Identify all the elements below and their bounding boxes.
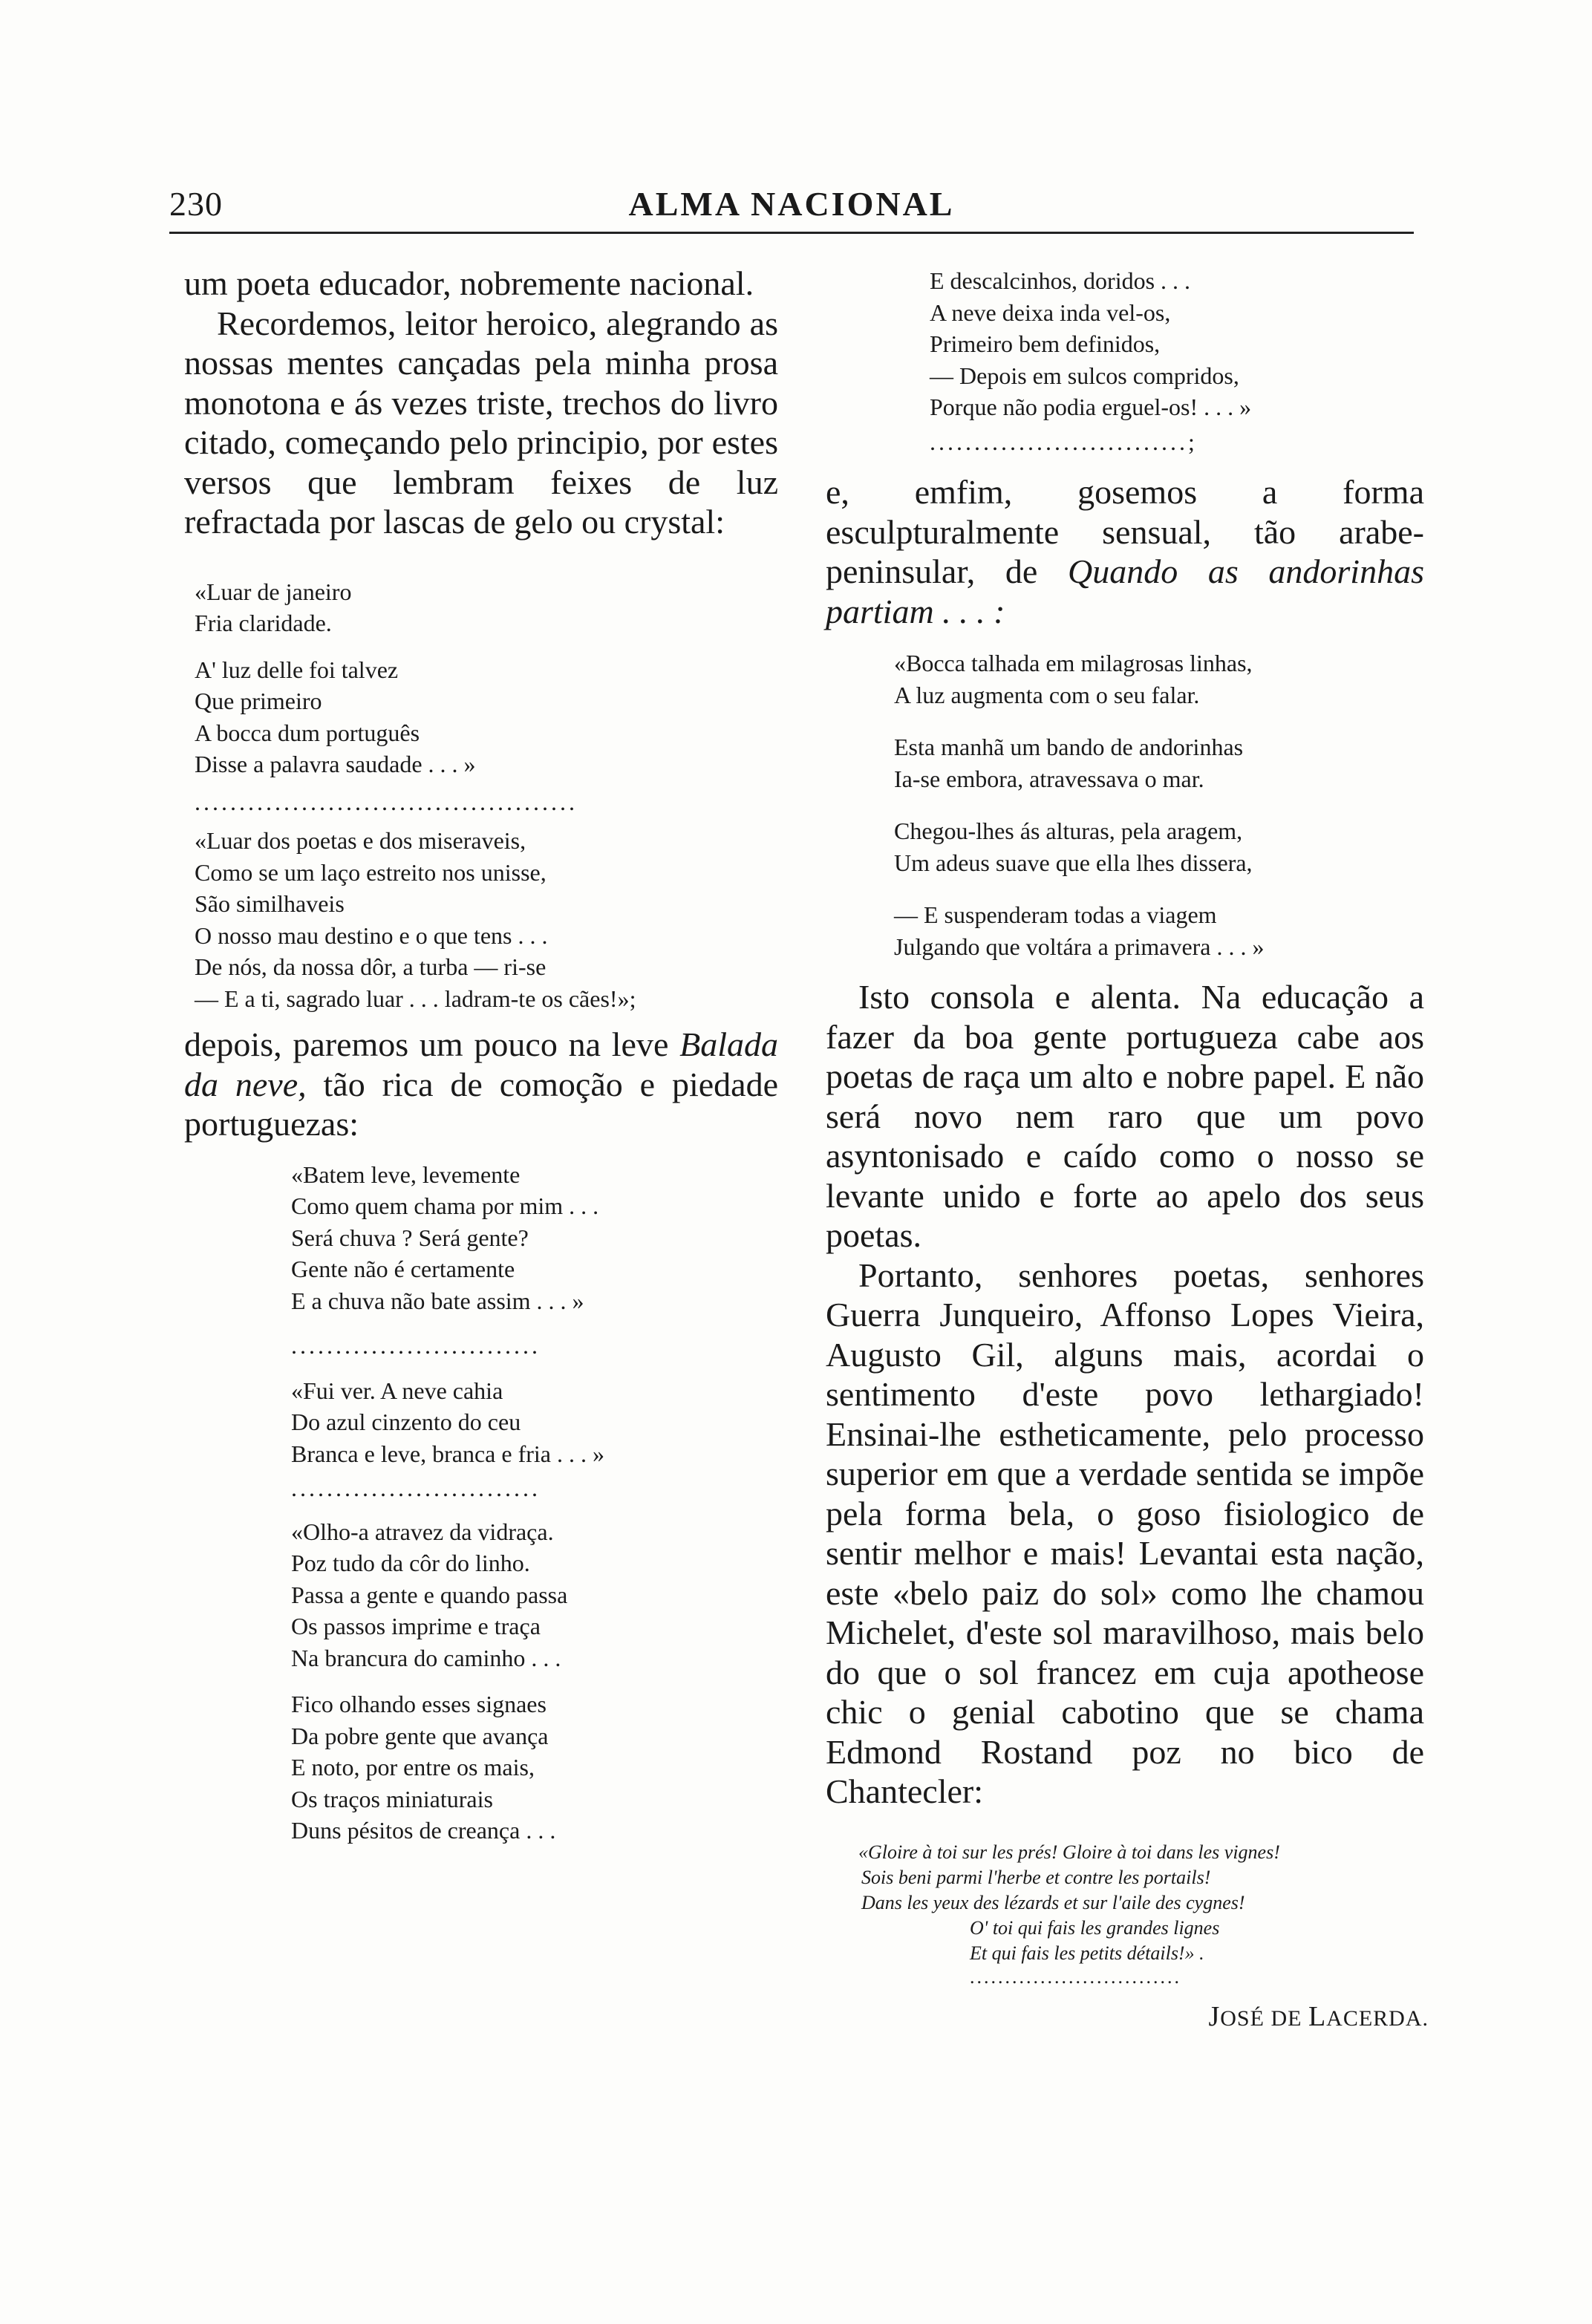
verse-line: Os traços miniaturais — [291, 1785, 493, 1812]
verse-line: — E suspenderam todas a viagem — [894, 901, 1217, 928]
verse-line: «Fui ver. A neve cahia — [291, 1377, 503, 1404]
verse-line: Sois beni parmi l'herbe et contre les portails! — [861, 1866, 1211, 1888]
poem-excerpt — [195, 576, 778, 1015]
paragraph: Recordemos, leitor heroico, alegrando as nossas mentes cançadas pela minha prosa monotona e ás vezes triste, trechos do livro citado, começando pelo principio, por estes versos que lembram feixes de luz refractada por lascas de gelo ou crystal: — [184, 304, 778, 541]
verse-line: Fico olhando esses signaes — [291, 1691, 547, 1717]
verse-line: Porque não podia erguel-os! . . . » — [930, 394, 1252, 420]
verse-line: Duns pésitos de creança . . . — [291, 1817, 556, 1844]
verse-line: O' toi qui fais les grandes lignes — [970, 1916, 1220, 1939]
verse-line: Na brancura do caminho . . . — [291, 1644, 561, 1671]
verse-line: «Luar dos poetas e dos miseraveis, — [195, 827, 526, 854]
verse-line: A luz augmenta com o seu falar. — [894, 681, 1200, 708]
stanza — [291, 1516, 778, 1674]
stanza — [894, 731, 1424, 794]
verse-line: — E a ti, sagrado luar . . . ladram-te os cães!»; — [195, 985, 636, 1012]
verse-line: Gente não é certamente — [291, 1256, 515, 1282]
verse-line: Fria claridade. — [195, 610, 332, 636]
verse-line: Chegou-lhes ás alturas, pela aragem, — [894, 817, 1243, 844]
paragraph-text: depois, paremos um pouco na leve — [184, 1025, 680, 1063]
paragraph — [826, 472, 1424, 631]
ellipsis-rule: .............................; — [930, 428, 1198, 455]
signature-initial: J — [1208, 2000, 1221, 2032]
paragraph — [184, 1025, 778, 1144]
poem-excerpt — [894, 647, 1424, 962]
verse-line: Disse a palavra saudade . . . » — [195, 751, 476, 777]
stanza — [291, 1375, 778, 1470]
page-header — [169, 184, 1414, 230]
poem-excerpt — [930, 265, 1424, 457]
paragraph: um poeta educador, nobremente nacional. — [184, 264, 754, 302]
verse-line: — Depois em sulcos compridos, — [930, 362, 1239, 389]
verse-line: Esta manhã um bando de andorinhas — [894, 734, 1244, 760]
ellipsis-rule: .............................. — [970, 1965, 1181, 1988]
ellipsis-rule: ............................ — [291, 1475, 541, 1501]
header-rule — [169, 232, 1414, 234]
verse-line: Do azul cinzento do ceu — [291, 1409, 521, 1435]
verse-line: E a chuva não bate assim . . . » — [291, 1287, 584, 1314]
verse-line: «Gloire à toi sur les prés! Gloire à toi dans les vignes! — [858, 1841, 1280, 1863]
paragraph-text: tão rica de comoção e piedade portuguezas: — [184, 1065, 778, 1143]
verse-line: Primeiro bem definidos, — [930, 330, 1161, 357]
verse-line: A' luz delle foi talvez — [195, 656, 399, 683]
paragraph: Portanto, senhores poetas, senhores Guerra Junqueiro, Affonso Lopes Vieira, Augusto Gil, alguns mais, acordai o sentimento d'este povo lethargiado! Ensinai-lhe estheticamente, pelo processo superior em que a verdade sentida se impõe pela forma bela, o goso fisiologico de sentir melhor e mais! Levantai esta nação, este «belo paiz do sol» como lhe chamou Michelet, d'este sol maravilhoso, mais belo do que o sol francez em cuja apotheose chic o genial cabotino que se chama Edmond Rostand poz no bico de Chantecler: — [826, 1256, 1424, 1810]
verse-line: Como se um laço estreito nos unisse, — [195, 858, 547, 886]
signature-text: OSÉ DE — [1220, 2005, 1308, 2031]
stanza — [858, 1840, 1424, 1966]
verse-line: Da pobre gente que avança — [291, 1722, 549, 1749]
stanza — [930, 265, 1424, 423]
verse-line: «Batem leve, levemente — [291, 1161, 521, 1188]
verse-line: A neve deixa inda vel-os, — [930, 298, 1171, 326]
poem-title: Quando as andorinhas partiam . . . : — [826, 552, 1424, 630]
verse-line: «Bocca talhada em milagrosas linhas, — [894, 650, 1253, 676]
stanza — [195, 825, 778, 1014]
verse-line: Dans les yeux des lézards et sur l'aile des cygnes! — [861, 1891, 1245, 1913]
stanza — [195, 654, 778, 780]
signature-initial: L — [1308, 2000, 1327, 2032]
verse-line: A bocca dum português — [195, 719, 420, 746]
ellipsis-rule: ............................ — [291, 1332, 541, 1359]
verse-line: Ia-se embora, atravessava o mar. — [894, 765, 1204, 792]
stanza — [291, 1159, 778, 1317]
author-signature — [826, 2000, 1429, 2033]
verse-line: E descalcinhos, doridos . . . — [930, 267, 1191, 294]
paragraph-text: e, emfim, gosemos a forma esculpturalmente sensual, tão arabe-peninsular, de — [826, 473, 1424, 590]
poem-title: Balada da neve, — [184, 1025, 778, 1103]
verse-line: Branca e leve, branca e fria . . . » — [291, 1440, 604, 1467]
stanza — [195, 576, 778, 639]
verse-line: De nós, da nossa dôr, a turba — ri-se — [195, 953, 547, 980]
verse-line: Julgando que voltára a primavera . . . » — [894, 933, 1265, 960]
verse-line: Et qui fais les petits détails!» . — [970, 1942, 1204, 1964]
verse-line: E noto, por entre os mais, — [291, 1754, 535, 1780]
page-number: 230 — [169, 185, 223, 223]
verse-line: Será chuva ? Será gente? — [291, 1224, 529, 1251]
verse-line: «Luar de janeiro — [195, 578, 352, 605]
ellipsis-rule: ........................................... — [195, 788, 578, 815]
verse-line: Passa a gente e quando passa — [291, 1581, 568, 1608]
french-quotation — [858, 1840, 1424, 1988]
stanza — [291, 1688, 778, 1847]
left-column — [184, 264, 778, 1847]
stanza — [894, 815, 1424, 878]
verse-line: Poz tudo da côr do linho. — [291, 1550, 530, 1576]
verse-line: São similhaveis — [195, 890, 345, 917]
running-title: ALMA NACIONAL — [628, 185, 955, 223]
poem-excerpt — [291, 1159, 778, 1847]
verse-line: «Olho-a atravez da vidraça. — [291, 1518, 554, 1545]
verse-line: O nosso mau destino e o que tens . . . — [195, 921, 548, 949]
paragraph: Isto consola e alenta. Na educação a fazer da boa gente portugueza cabe aos poetas de raça um alto e nobre papel. E não será novo nem raro que um povo asyntonisado e caído como o nosso se levante unido e forte ao apelo dos seus poetas. — [826, 978, 1424, 1254]
verse-line: Como quem chama por mim . . . — [291, 1192, 599, 1219]
verse-line: Que primeiro — [195, 688, 322, 714]
stanza — [894, 899, 1424, 962]
signature-text: ACERDA. — [1326, 2005, 1429, 2031]
verse-line: Um adeus suave que ella lhes dissera, — [894, 849, 1253, 876]
verse-line: Os passos imprime e traça — [291, 1613, 541, 1639]
stanza — [894, 647, 1424, 711]
right-column — [826, 264, 1429, 2033]
